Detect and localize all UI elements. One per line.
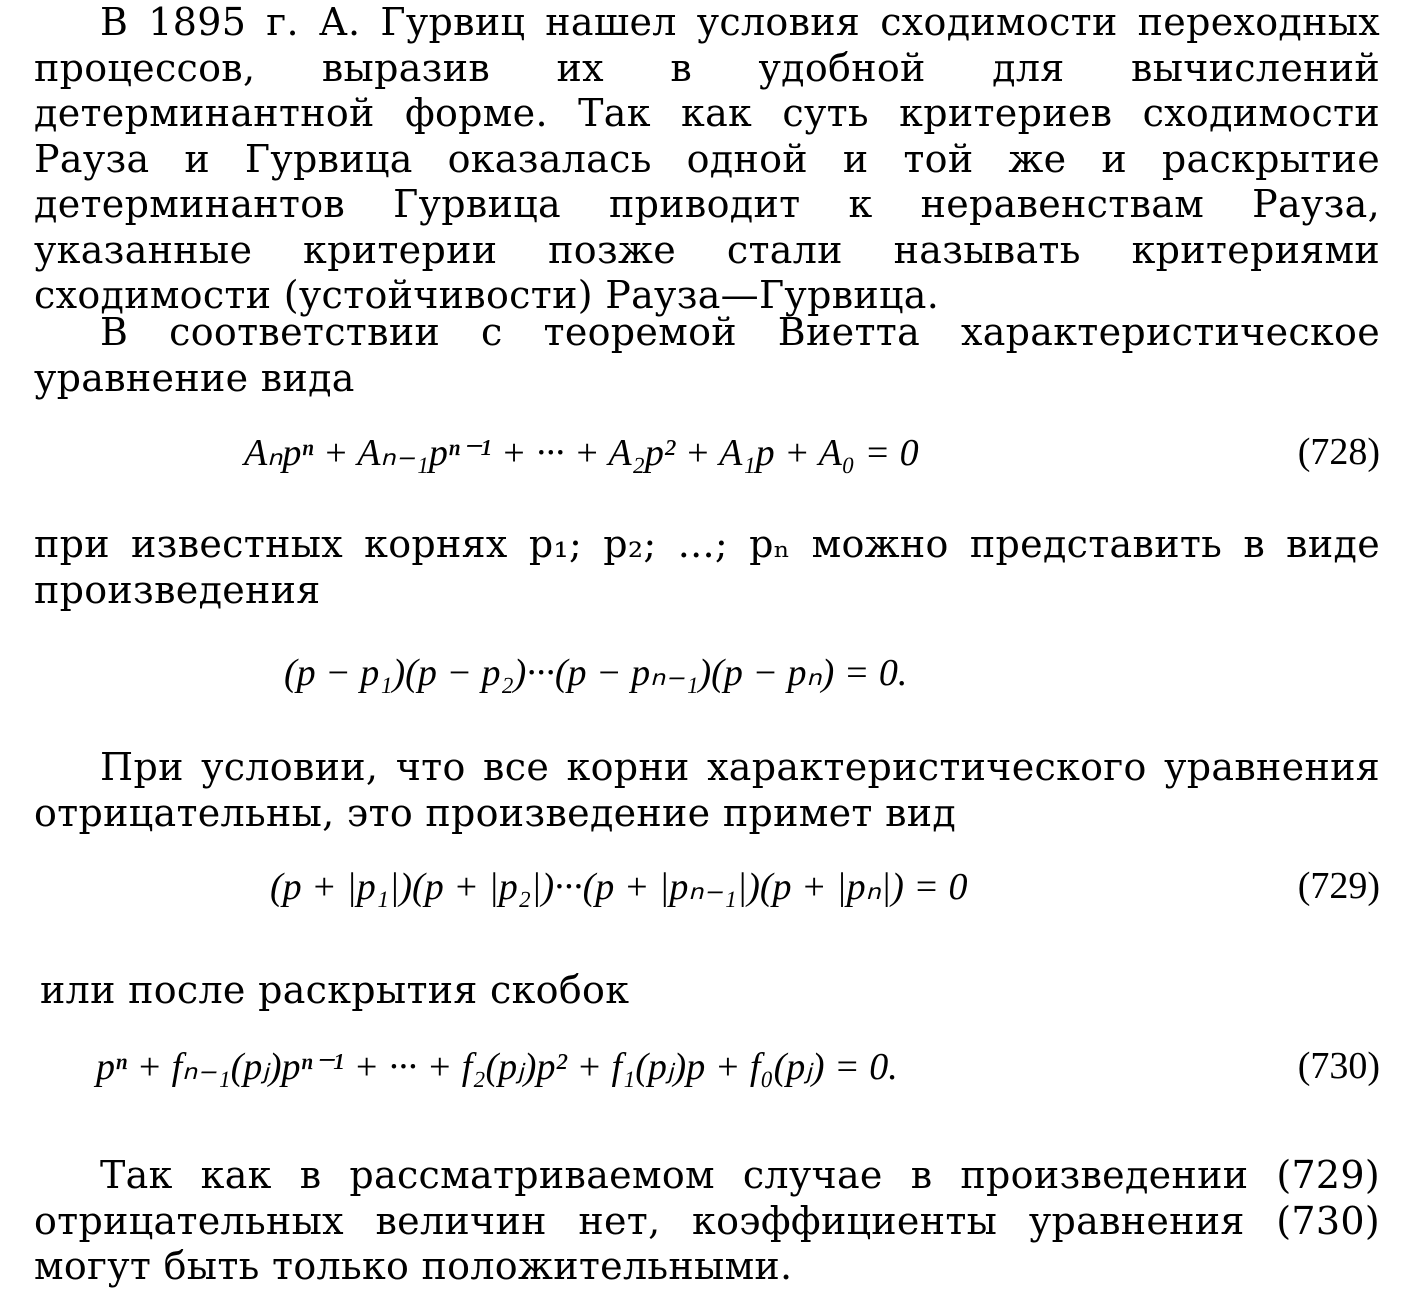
paragraph-vieta-intro: В соответствии с теоремой Виетта характеристическое уравнение вида	[34, 310, 1380, 400]
equation-729	[34, 864, 1380, 914]
equation-730	[34, 1044, 1380, 1094]
paragraph-positive-coefficients: Так как в рассматриваемом случае в произведении (729) отрицательных величин нет, коэффициенты уравнения (730) могут быть только положительными.	[34, 1153, 1380, 1288]
equation-728-number: (728)	[1297, 431, 1380, 473]
equation-product	[34, 650, 1380, 700]
paragraph-expand-brackets: или после раскрытия скобок	[40, 968, 630, 1012]
equation-728-expression: Aₙpⁿ + Aₙ₋₁pⁿ⁻¹ + ··· + A₂p² + A₁p + A₀ = 0	[244, 432, 919, 474]
equation-728	[34, 430, 1380, 480]
equation-729-number: (729)	[1297, 865, 1380, 907]
equation-730-expression: pⁿ + fₙ₋₁(pⱼ)pⁿ⁻¹ + ··· + f₂(pⱼ)p² + f₁(pⱼ)p + f₀(pⱼ) = 0.	[96, 1046, 898, 1088]
paragraph-negative-roots: При условии, что все корни характеристического уравнения отрицательны, это произведение примет вид	[34, 745, 1380, 835]
paragraph-hurwitz-history: В 1895 г. А. Гурвиц нашел условия сходимости переходных процессов, выразив их в удобной для вычислений детерминантной форме. Так как суть критериев сходимости Рауза и Гурвица оказалась одной и той же и раскрытие детерминантов Гурвица приводит к неравенствам Рауза, указанные критерии позже стали называть критериями сходимости (устойчивости) Рауза—Гурвица.	[34, 0, 1380, 317]
equation-product-expression: (p − p₁)(p − p₂)···(p − pₙ₋₁)(p − pₙ) = 0.	[284, 652, 908, 694]
equation-729-expression: (p + |p₁|)(p + |p₂|)···(p + |pₙ₋₁|)(p + |pₙ|) = 0	[270, 866, 968, 908]
equation-730-number: (730)	[1297, 1045, 1380, 1087]
paragraph-known-roots: при известных корнях p₁; p₂; ...; pₙ можно представить в виде произведения	[34, 522, 1380, 612]
